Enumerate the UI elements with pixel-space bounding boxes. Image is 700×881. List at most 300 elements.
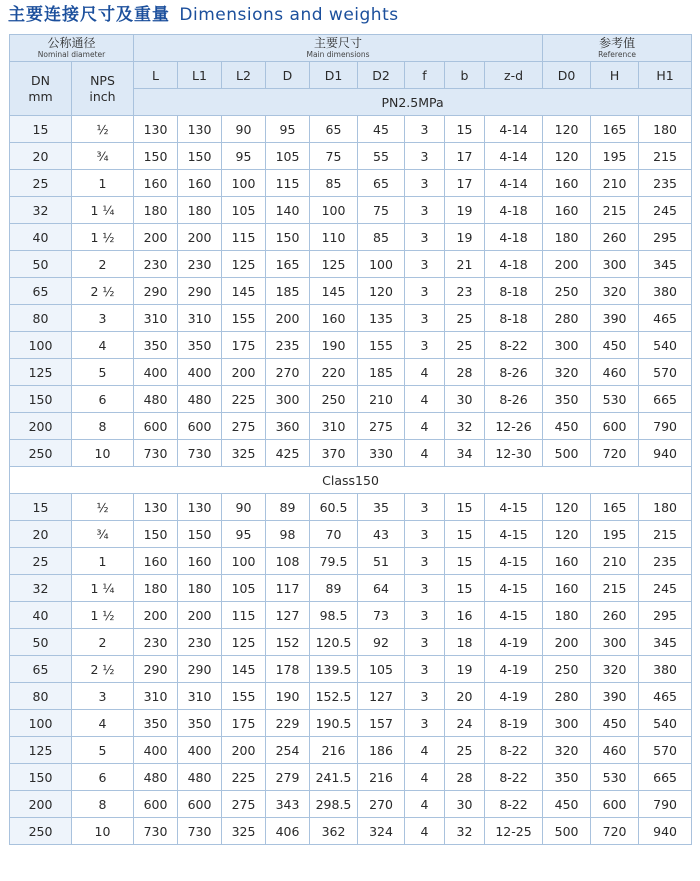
table-cell: 80: [10, 305, 72, 332]
table-row: [10, 413, 692, 440]
table-cell: 89: [310, 575, 358, 602]
table-cell: 15: [445, 575, 485, 602]
table-cell: 3: [405, 575, 445, 602]
table-cell: 320: [591, 656, 639, 683]
table-cell: 260: [591, 602, 639, 629]
table-row: [10, 818, 692, 845]
table-cell: 390: [591, 305, 639, 332]
table-cell: 150: [134, 143, 178, 170]
table-cell: 80: [10, 683, 72, 710]
table-cell: 3: [405, 494, 445, 521]
table-cell: 90: [222, 116, 266, 143]
table-cell: 235: [266, 332, 310, 359]
table-cell: 3: [405, 629, 445, 656]
table-cell: 30: [445, 386, 485, 413]
table-cell: 65: [10, 656, 72, 683]
table-cell: 45: [358, 116, 405, 143]
table-cell: 5: [72, 359, 134, 386]
section-label-class150: Class150: [10, 467, 692, 494]
table-cell: 940: [639, 440, 692, 467]
main-dimensions-cn: 主要尺寸: [314, 35, 363, 50]
table-cell: 665: [639, 764, 692, 791]
table-cell: 105: [266, 143, 310, 170]
table-cell: 200: [222, 359, 266, 386]
table-cell: 280: [543, 683, 591, 710]
table-cell: 350: [178, 332, 222, 359]
table-cell: 10: [72, 818, 134, 845]
table-cell: 275: [222, 791, 266, 818]
table-cell: 310: [134, 305, 178, 332]
table-cell: 12-30: [485, 440, 543, 467]
table-row: [10, 116, 692, 143]
table-cell: 215: [591, 197, 639, 224]
table-row: [10, 764, 692, 791]
col-header-H1: H1: [639, 62, 692, 89]
dn-label: DN: [31, 72, 50, 88]
table-cell: 95: [266, 116, 310, 143]
col-header-L2: L2: [222, 62, 266, 89]
table-cell: 370: [310, 440, 358, 467]
table-row: [10, 791, 692, 818]
table-cell: 540: [639, 710, 692, 737]
title-chinese: 主要连接尺寸及重量: [8, 5, 170, 25]
table-cell: 25: [445, 737, 485, 764]
table-cell: 380: [639, 656, 692, 683]
table-row: [10, 278, 692, 305]
table-cell: 190.5: [310, 710, 358, 737]
table-cell: 195: [591, 143, 639, 170]
table-cell: 190: [310, 332, 358, 359]
table-cell: 4: [405, 413, 445, 440]
table-cell: 230: [178, 629, 222, 656]
table-cell: 4: [72, 710, 134, 737]
table-cell: 250: [310, 386, 358, 413]
table-cell: 8-22: [485, 791, 543, 818]
table-cell: 790: [639, 791, 692, 818]
table-cell: 89: [266, 494, 310, 521]
table-cell: 665: [639, 386, 692, 413]
table-cell: 380: [639, 278, 692, 305]
table-row: [10, 305, 692, 332]
table-cell: 200: [178, 602, 222, 629]
table-cell: 125: [10, 737, 72, 764]
table-cell: 165: [266, 251, 310, 278]
table-cell: 720: [591, 818, 639, 845]
table-cell: 310: [178, 305, 222, 332]
section-label-pn25: PN2.5MPa: [134, 89, 692, 116]
table-cell: 160: [134, 548, 178, 575]
table-cell: 6: [72, 386, 134, 413]
table-cell: 15: [10, 116, 72, 143]
col-header-D0: D0: [543, 62, 591, 89]
table-cell: 279: [266, 764, 310, 791]
table-cell: 185: [358, 359, 405, 386]
table-cell: 12-25: [485, 818, 543, 845]
table-cell: 350: [134, 710, 178, 737]
table-cell: 215: [639, 521, 692, 548]
table-cell: 3: [405, 521, 445, 548]
table-cell: 2: [72, 629, 134, 656]
table-cell: 32: [445, 818, 485, 845]
table-row: [10, 575, 692, 602]
table-cell: 290: [134, 656, 178, 683]
dn-header: [10, 62, 72, 116]
table-cell: 21: [445, 251, 485, 278]
table-cell: 2: [72, 251, 134, 278]
table-cell: 152.5: [310, 683, 358, 710]
table-cell: 295: [639, 602, 692, 629]
table-cell: 350: [543, 764, 591, 791]
table-cell: 180: [543, 224, 591, 251]
table-cell: 720: [591, 440, 639, 467]
table-cell: 300: [543, 710, 591, 737]
page-title: [0, 0, 700, 34]
table-cell: 220: [310, 359, 358, 386]
table-cell: 4: [405, 440, 445, 467]
table-cell: 20: [445, 683, 485, 710]
table-cell: 4-18: [485, 197, 543, 224]
table-cell: 105: [222, 197, 266, 224]
table-cell: 4-14: [485, 143, 543, 170]
table-cell: 4-15: [485, 575, 543, 602]
table-cell: 17: [445, 170, 485, 197]
table-cell: 450: [591, 332, 639, 359]
table-cell: 4: [405, 359, 445, 386]
table-cell: 85: [358, 224, 405, 251]
table-cell: 3: [405, 710, 445, 737]
table-cell: 19: [445, 656, 485, 683]
table-cell: 160: [178, 548, 222, 575]
table-cell: 130: [178, 116, 222, 143]
table-cell: 730: [134, 440, 178, 467]
table-cell: 500: [543, 818, 591, 845]
col-header-D1: D1: [310, 62, 358, 89]
table-cell: 940: [639, 818, 692, 845]
table-cell: 160: [310, 305, 358, 332]
col-header-H: H: [591, 62, 639, 89]
table-cell: 600: [178, 413, 222, 440]
table-cell: 120.5: [310, 629, 358, 656]
table-cell: 35: [358, 494, 405, 521]
table-cell: 290: [134, 278, 178, 305]
table-cell: 241.5: [310, 764, 358, 791]
table-cell: 140: [266, 197, 310, 224]
table-cell: 3: [405, 332, 445, 359]
table-cell: 98.5: [310, 602, 358, 629]
table-cell: 55: [358, 143, 405, 170]
table-cell: 4-19: [485, 683, 543, 710]
table-cell: 3: [72, 305, 134, 332]
table-cell: 160: [543, 575, 591, 602]
table-row: [10, 170, 692, 197]
table-cell: 425: [266, 440, 310, 467]
table-cell: 160: [543, 197, 591, 224]
table-cell: 64: [358, 575, 405, 602]
table-cell: 8: [72, 413, 134, 440]
table-cell: 6: [72, 764, 134, 791]
table-cell: 73: [358, 602, 405, 629]
table-cell: 230: [134, 251, 178, 278]
table-cell: 200: [134, 602, 178, 629]
table-cell: 480: [178, 386, 222, 413]
table-cell: 145: [310, 278, 358, 305]
table-cell: 345: [639, 251, 692, 278]
table-cell: 1: [72, 170, 134, 197]
table-cell: 3: [405, 278, 445, 305]
table-cell: 95: [222, 143, 266, 170]
table-cell: 180: [178, 575, 222, 602]
table-cell: 186: [358, 737, 405, 764]
table-cell: 1 ¼: [72, 197, 134, 224]
table-cell: ½: [72, 116, 134, 143]
table-cell: 15: [445, 548, 485, 575]
table-cell: 130: [134, 494, 178, 521]
table-cell: 25: [445, 305, 485, 332]
table-cell: 10: [72, 440, 134, 467]
table-cell: 216: [358, 764, 405, 791]
table-cell: 3: [405, 251, 445, 278]
table-cell: 200: [266, 305, 310, 332]
table-cell: 390: [591, 683, 639, 710]
table-cell: 12-26: [485, 413, 543, 440]
nps-label: NPS: [90, 72, 115, 88]
table-cell: 75: [358, 197, 405, 224]
table-cell: 400: [178, 359, 222, 386]
column-header-row: [10, 62, 692, 89]
table-cell: 4: [405, 737, 445, 764]
table-cell: 235: [639, 170, 692, 197]
table-cell: 145: [222, 278, 266, 305]
table-cell: 125: [222, 629, 266, 656]
table-cell: 235: [639, 548, 692, 575]
table-cell: 400: [178, 737, 222, 764]
table-row: [10, 683, 692, 710]
table-cell: 15: [445, 521, 485, 548]
table-row: [10, 656, 692, 683]
table-cell: 150: [266, 224, 310, 251]
table-cell: 139.5: [310, 656, 358, 683]
table-cell: 290: [178, 656, 222, 683]
table-cell: 165: [591, 116, 639, 143]
table-cell: 500: [543, 440, 591, 467]
table-cell: 40: [10, 602, 72, 629]
table-cell: 1 ½: [72, 224, 134, 251]
table-cell: 4-18: [485, 224, 543, 251]
table-cell: 200: [543, 251, 591, 278]
mm-label: mm: [28, 88, 53, 104]
table-cell: 600: [134, 413, 178, 440]
table-cell: 3: [405, 197, 445, 224]
header-group-row: [10, 35, 692, 62]
table-cell: 343: [266, 791, 310, 818]
table-row: [10, 494, 692, 521]
table-cell: 8-22: [485, 764, 543, 791]
table-cell: 30: [445, 791, 485, 818]
table-cell: 145: [222, 656, 266, 683]
table-cell: 210: [358, 386, 405, 413]
table-cell: 15: [445, 116, 485, 143]
table-cell: 254: [266, 737, 310, 764]
table-cell: 40: [10, 224, 72, 251]
table-cell: 160: [178, 170, 222, 197]
col-header-f: f: [405, 62, 445, 89]
table-cell: 180: [639, 494, 692, 521]
table-cell: 250: [543, 656, 591, 683]
table-cell: 23: [445, 278, 485, 305]
table-cell: 24: [445, 710, 485, 737]
table-row: [10, 710, 692, 737]
col-header-D2: D2: [358, 62, 405, 89]
table-cell: 730: [134, 818, 178, 845]
table-cell: 100: [222, 170, 266, 197]
table-cell: 105: [358, 656, 405, 683]
nominal-diameter-cn: 公称通径: [47, 35, 96, 50]
table-cell: 90: [222, 494, 266, 521]
table-cell: 300: [543, 332, 591, 359]
table-cell: 345: [639, 629, 692, 656]
table-cell: 4: [405, 818, 445, 845]
table-row: [10, 224, 692, 251]
title-english: Dimensions and weights: [179, 5, 399, 25]
table-cell: 115: [222, 602, 266, 629]
table-cell: 1 ¼: [72, 575, 134, 602]
table-cell: 730: [178, 818, 222, 845]
table-cell: 110: [310, 224, 358, 251]
table-cell: 4-15: [485, 602, 543, 629]
table-cell: 600: [591, 413, 639, 440]
table-cell: 360: [266, 413, 310, 440]
table-cell: 730: [178, 440, 222, 467]
table-cell: 275: [358, 413, 405, 440]
table-row: [10, 548, 692, 575]
table-cell: 325: [222, 440, 266, 467]
table-cell: 4: [72, 332, 134, 359]
table-cell: 8-18: [485, 278, 543, 305]
main-dimensions-en: Main dimensions: [306, 49, 370, 59]
table-cell: 270: [266, 359, 310, 386]
table-cell: 25: [10, 170, 72, 197]
table-cell: 2 ½: [72, 656, 134, 683]
table-cell: 210: [591, 548, 639, 575]
table-cell: 200: [543, 629, 591, 656]
table-cell: 4-15: [485, 521, 543, 548]
table-cell: 406: [266, 818, 310, 845]
table-cell: 450: [591, 710, 639, 737]
table-cell: 270: [358, 791, 405, 818]
table-cell: 155: [358, 332, 405, 359]
table-cell: 3: [405, 656, 445, 683]
table-cell: 130: [134, 116, 178, 143]
nominal-diameter-en: Nominal diameter: [37, 49, 106, 59]
table-row: [10, 386, 692, 413]
col-header-b: b: [445, 62, 485, 89]
table-cell: 480: [178, 764, 222, 791]
table-cell: 600: [591, 791, 639, 818]
nominal-diameter-header: [10, 35, 134, 62]
table-cell: 157: [358, 710, 405, 737]
table-cell: 2 ½: [72, 278, 134, 305]
table-row: [10, 602, 692, 629]
table-cell: 540: [639, 332, 692, 359]
table-cell: 290: [178, 278, 222, 305]
table-cell: 3: [405, 602, 445, 629]
table-cell: 120: [543, 494, 591, 521]
table-cell: 19: [445, 224, 485, 251]
table-cell: 350: [543, 386, 591, 413]
table-cell: 135: [358, 305, 405, 332]
table-cell: 460: [591, 359, 639, 386]
table-cell: 8-19: [485, 710, 543, 737]
table-cell: 100: [10, 710, 72, 737]
table-cell: 362: [310, 818, 358, 845]
table-cell: 570: [639, 359, 692, 386]
table-cell: 210: [591, 170, 639, 197]
table-cell: ¾: [72, 521, 134, 548]
table-cell: 43: [358, 521, 405, 548]
table-cell: 4-15: [485, 548, 543, 575]
table-cell: 180: [178, 197, 222, 224]
table-cell: 160: [543, 548, 591, 575]
table-cell: 100: [10, 332, 72, 359]
table-cell: 225: [222, 386, 266, 413]
table-cell: 155: [222, 683, 266, 710]
col-header-z-d: z-d: [485, 62, 543, 89]
table-cell: 180: [639, 116, 692, 143]
table-cell: 190: [266, 683, 310, 710]
table-cell: 200: [10, 413, 72, 440]
col-header-L1: L1: [178, 62, 222, 89]
nps-header: [72, 62, 134, 116]
table-cell: 450: [543, 413, 591, 440]
reference-cn: 参考值: [599, 35, 636, 50]
table-cell: 180: [134, 197, 178, 224]
table-cell: 350: [134, 332, 178, 359]
table-cell: 70: [310, 521, 358, 548]
table-cell: 4-14: [485, 170, 543, 197]
table-cell: 280: [543, 305, 591, 332]
pn25-rows: [10, 116, 692, 467]
table-cell: 160: [134, 170, 178, 197]
table-cell: 25: [10, 548, 72, 575]
table-cell: 250: [543, 278, 591, 305]
table-cell: 310: [178, 683, 222, 710]
table-cell: 160: [543, 170, 591, 197]
table-cell: 530: [591, 764, 639, 791]
table-cell: 4: [405, 764, 445, 791]
table-cell: 60.5: [310, 494, 358, 521]
table-cell: 28: [445, 764, 485, 791]
table-cell: 298.5: [310, 791, 358, 818]
table-row: [10, 737, 692, 764]
table-cell: 200: [134, 224, 178, 251]
table-cell: 310: [310, 413, 358, 440]
table-cell: 8-26: [485, 359, 543, 386]
table-row: [10, 197, 692, 224]
table-cell: 245: [639, 575, 692, 602]
table-cell: 150: [10, 764, 72, 791]
table-cell: 8-22: [485, 332, 543, 359]
table-cell: 125: [10, 359, 72, 386]
class150-rows: [10, 494, 692, 845]
table-cell: 130: [178, 494, 222, 521]
table-cell: 4: [405, 386, 445, 413]
table-cell: 25: [445, 332, 485, 359]
table-cell: 32: [445, 413, 485, 440]
table-cell: 295: [639, 224, 692, 251]
table-cell: 3: [405, 116, 445, 143]
col-header-L: L: [134, 62, 178, 89]
table-cell: 117: [266, 575, 310, 602]
